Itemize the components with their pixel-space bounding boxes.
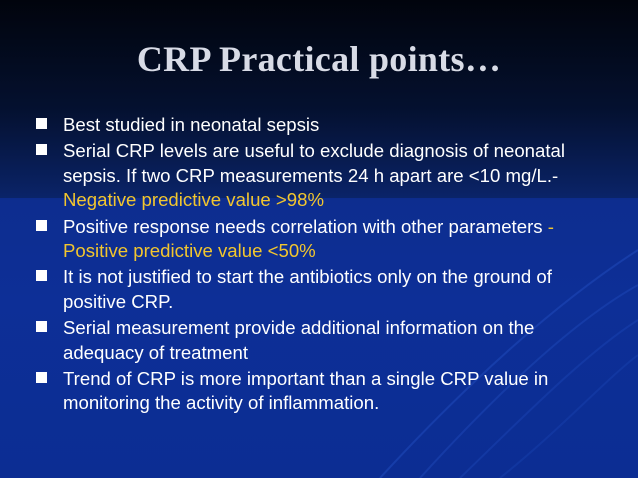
bullet-highlight: Negative predictive value >98% — [63, 189, 324, 211]
bullet-text: Best studied in neonatal sepsis — [63, 114, 320, 135]
bullet-item — [36, 113, 611, 137]
bullet-item — [36, 367, 611, 416]
bullet-item — [36, 139, 611, 212]
square-bullet-icon — [36, 118, 47, 129]
square-bullet-icon — [36, 144, 47, 155]
bullet-item — [36, 265, 611, 314]
bullet-list — [36, 113, 611, 418]
square-bullet-icon — [36, 220, 47, 231]
bullet-item — [36, 215, 611, 264]
bullet-text: Serial measurement provide additional information on the adequacy of treatment — [63, 317, 535, 363]
bullet-text: It is not justified to start the antibiotics only on the ground of positive CRP. — [63, 266, 552, 312]
bullet-highlight: -Positive predictive value <50% — [63, 215, 554, 262]
bullet-text: Trend of CRP is more important than a single CRP value in monitoring the activity of inflammation. — [63, 368, 549, 414]
square-bullet-icon — [36, 372, 47, 383]
bullet-item — [36, 316, 611, 365]
square-bullet-icon — [36, 321, 47, 332]
slide-title: CRP Practical points… — [136, 39, 502, 79]
bullet-text: Positive response needs correlation with other parameters — [63, 215, 548, 237]
square-bullet-icon — [36, 270, 47, 281]
bullet-text: Serial CRP levels are useful to exclude diagnosis of neonatal sepsis. If two CRP measurements 24 h apart are <10 mg/L.- — [63, 140, 565, 186]
